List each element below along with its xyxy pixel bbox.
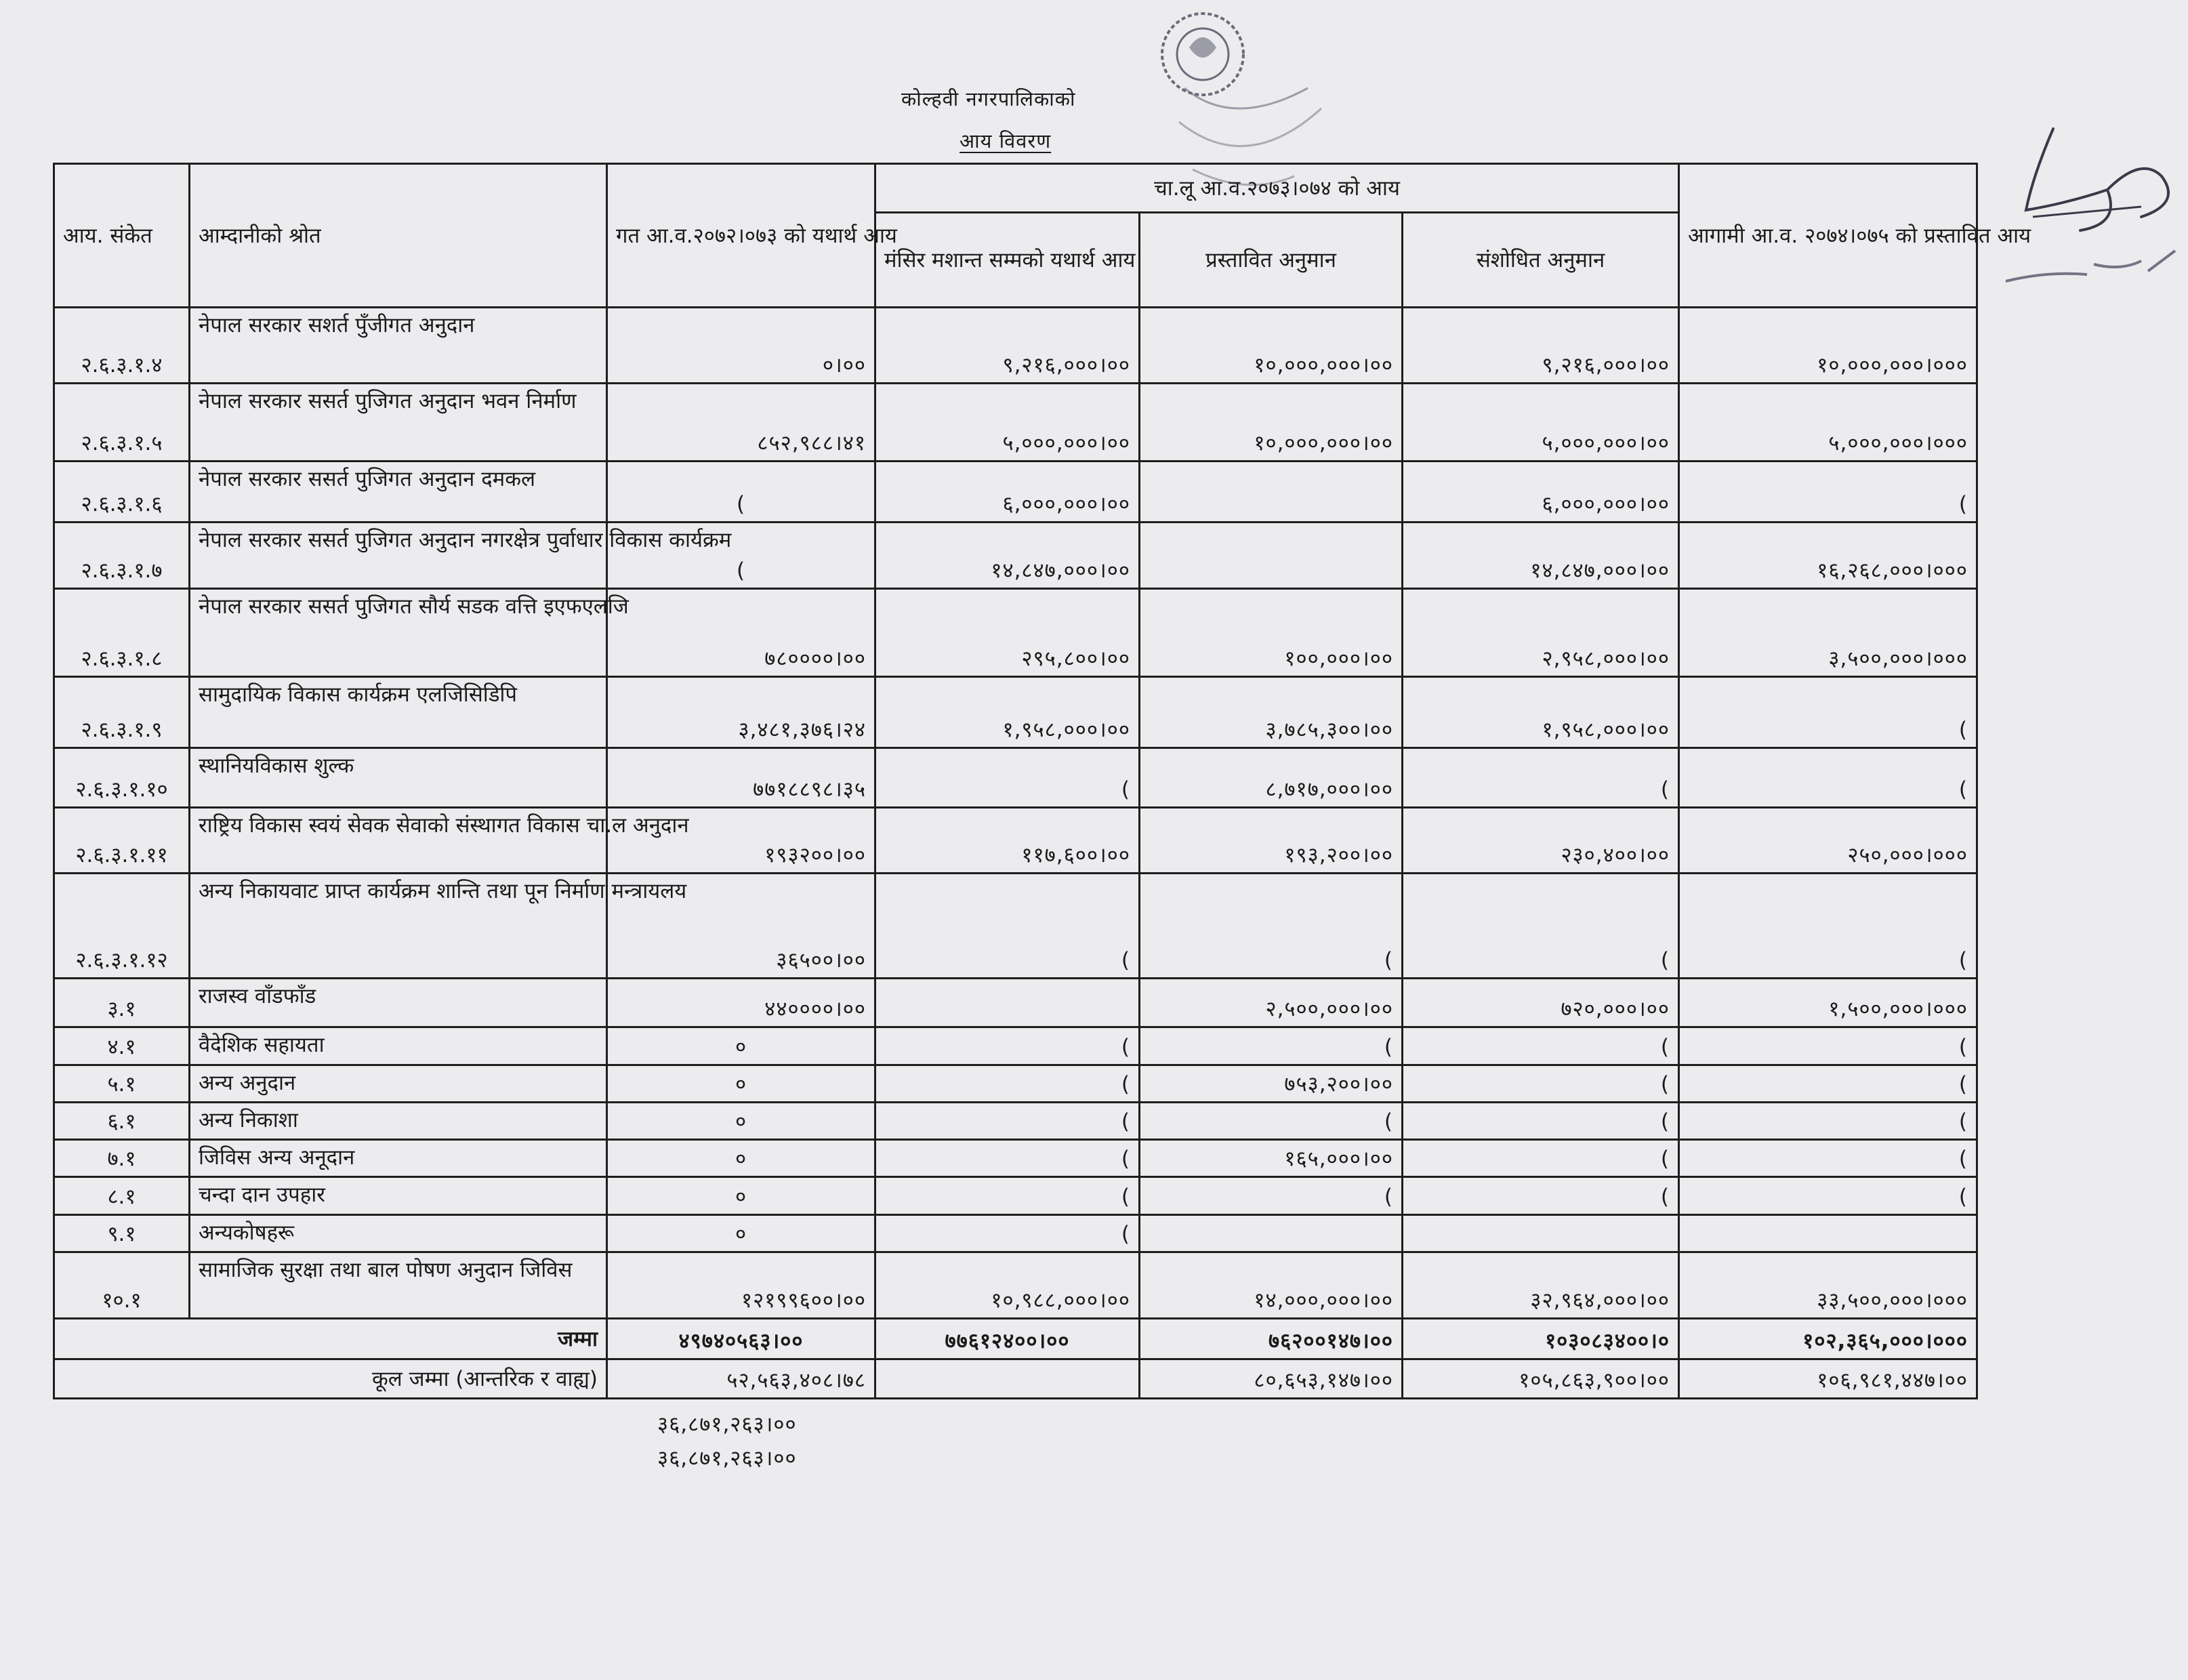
row-code: २.६.३.१.५: [54, 384, 190, 462]
header-prev-year: गत आ.व.२०७२।०७३ को यथार्थ आय: [607, 164, 875, 308]
row-code: २.६.३.१.११: [54, 808, 190, 874]
row-code: २.६.३.१.४: [54, 308, 190, 384]
total-revised: १०३०८३४००।०: [1403, 1319, 1679, 1359]
row-revised-estimate: (: [1403, 748, 1679, 808]
row-mangsir-actual: २९५,८००।००: [875, 589, 1140, 677]
row-source: अन्य निकायवाट प्राप्त कार्यक्रम शान्ति तथा पून निर्माण मन्त्रायलय: [190, 874, 607, 979]
row-revised-estimate: ९,२१६,०००।००: [1403, 308, 1679, 384]
row-proposed-estimate: १०,०००,०००।००: [1140, 384, 1403, 462]
row-revised-estimate: ३२,९६४,०००।००: [1403, 1252, 1679, 1319]
header-source: आम्दानीको श्रोत: [190, 164, 607, 308]
row-mangsir-actual: ५,०००,०००।००: [875, 384, 1140, 462]
row-source: सामुदायिक विकास कार्यक्रम एलजिसिडिपि: [190, 677, 607, 748]
row-prev-year-actual: ३,४८१,३७६।२४: [607, 677, 875, 748]
row-revised-estimate: २३०,४००।००: [1403, 808, 1679, 874]
row-code: १०.१: [54, 1252, 190, 1319]
row-code: ७.१: [54, 1140, 190, 1177]
row-mangsir-actual: [875, 979, 1140, 1027]
total-label: जम्मा: [54, 1319, 607, 1359]
row-code: २.६.३.१.९: [54, 677, 190, 748]
row-next-year-proposed: १,५००,०००।०००: [1679, 979, 1977, 1027]
row-mangsir-actual: (: [875, 1177, 1140, 1215]
row-revised-estimate: ५,०००,०००।००: [1403, 384, 1679, 462]
row-revised-estimate: (: [1403, 1065, 1679, 1103]
row-source: चन्दा दान उपहार: [190, 1177, 607, 1215]
page-title: कोल्हवी नगरपालिकाको: [901, 87, 1076, 110]
row-revised-estimate: ६,०००,०००।००: [1403, 462, 1679, 523]
row-mangsir-actual: (: [875, 874, 1140, 979]
row-prev-year-actual: ०: [607, 1065, 875, 1103]
row-source: राष्ट्रिय विकास स्वयं सेवक सेवाको संस्थागत विकास चा.ल अनुदान: [190, 808, 607, 874]
row-prev-year-actual: ०: [607, 1027, 875, 1065]
row-source: सामाजिक सुरक्षा तथा बाल पोषण अनुदान जिविस: [190, 1252, 607, 1319]
row-code: ८.१: [54, 1177, 190, 1215]
row-mangsir-actual: (: [875, 1140, 1140, 1177]
row-next-year-proposed: (: [1679, 462, 1977, 523]
row-proposed-estimate: (: [1140, 1177, 1403, 1215]
table-row: [54, 1065, 1977, 1103]
row-next-year-proposed: (: [1679, 748, 1977, 808]
row-revised-estimate: [1403, 1215, 1679, 1252]
income-statement-table: [53, 163, 2031, 1399]
row-code: ३.१: [54, 979, 190, 1027]
row-proposed-estimate: (: [1140, 1027, 1403, 1065]
table-row: [54, 979, 1977, 1027]
row-mangsir-actual: (: [875, 1027, 1140, 1065]
row-code: २.६.३.१.१०: [54, 748, 190, 808]
row-prev-year-actual: (: [607, 523, 875, 589]
row-prev-year-actual: ७७१८८९८।३५: [607, 748, 875, 808]
row-next-year-proposed: (: [1679, 1177, 1977, 1215]
row-source: अन्यकोषहरू: [190, 1215, 607, 1252]
table-row: [54, 808, 1977, 874]
row-proposed-estimate: ७५३,२००।००: [1140, 1065, 1403, 1103]
header-revised-estimate: संशोधित अनुमान: [1403, 213, 1679, 308]
row-proposed-estimate: १४,०००,०००।००: [1140, 1252, 1403, 1319]
row-prev-year-actual: १९३२००।००: [607, 808, 875, 874]
row-next-year-proposed: (: [1679, 1140, 1977, 1177]
row-proposed-estimate: १००,०००।००: [1140, 589, 1403, 677]
row-prev-year-actual: ०: [607, 1215, 875, 1252]
row-source: नेपाल सरकार ससर्त पुजिगत अनुदान भवन निर्माण: [190, 384, 607, 462]
row-source: अन्य अनुदान: [190, 1065, 607, 1103]
table-row: [54, 874, 1977, 979]
row-proposed-estimate: [1140, 462, 1403, 523]
row-mangsir-actual: १०,९८८,०००।००: [875, 1252, 1140, 1319]
table-row: [54, 1103, 1977, 1140]
row-mangsir-actual: ६,०००,०००।००: [875, 462, 1140, 523]
row-code: ५.१: [54, 1065, 190, 1103]
table-row: [54, 589, 1977, 677]
row-revised-estimate: २,९५८,०००।००: [1403, 589, 1679, 677]
header-proposed-estimate: प्रस्तावित अनुमान: [1140, 213, 1403, 308]
row-code: ४.१: [54, 1027, 190, 1065]
row-prev-year-actual: ४४००००।००: [607, 979, 875, 1027]
row-source: नेपाल सरकार सशर्त पुँजीगत अनुदान: [190, 308, 607, 384]
grand-total-next: १०६,९८१,४४७।००: [1679, 1359, 1977, 1399]
row-next-year-proposed: १०,०००,०००।०००: [1679, 308, 1977, 384]
table-row: [54, 384, 1977, 462]
row-next-year-proposed: (: [1679, 1103, 1977, 1140]
row-code: ६.१: [54, 1103, 190, 1140]
row-next-year-proposed: (: [1679, 874, 1977, 979]
row-mangsir-actual: १,९५८,०००।००: [875, 677, 1140, 748]
row-source: नेपाल सरकार ससर्त पुजिगत अनुदान दमकल: [190, 462, 607, 523]
header-current-year: चा.लू आ.व.२०७३।०७४ को आय: [875, 164, 1679, 213]
row-prev-year-actual: ३६५००।००: [607, 874, 875, 979]
row-proposed-estimate: १९३,२००।००: [1140, 808, 1403, 874]
row-prev-year-actual: ०।००: [607, 308, 875, 384]
row-source: वैदेशिक सहायता: [190, 1027, 607, 1065]
row-source: राजस्व वाँडफाँड: [190, 979, 607, 1027]
grand-total-label: कूल जम्मा (आन्तरिक र वाह्य): [54, 1359, 607, 1399]
grand-total-mangsir: [875, 1359, 1140, 1399]
row-proposed-estimate: १०,०००,०००।००: [1140, 308, 1403, 384]
grand-total-row: [54, 1359, 1977, 1399]
total-prev: ४९७४०५६३।००: [607, 1319, 875, 1359]
table-row: [54, 1177, 1977, 1215]
row-proposed-estimate: ३,७८५,३००।००: [1140, 677, 1403, 748]
row-proposed-estimate: [1140, 1215, 1403, 1252]
row-proposed-estimate: [1140, 523, 1403, 589]
total-next: १०२,३६५,०००।०००: [1679, 1319, 1977, 1359]
row-code: ९.१: [54, 1215, 190, 1252]
table-row: [54, 1252, 1977, 1319]
row-next-year-proposed: ३,५००,०००।०००: [1679, 589, 1977, 677]
table-row: [54, 1027, 1977, 1065]
row-prev-year-actual: ०: [607, 1140, 875, 1177]
row-revised-estimate: (: [1403, 874, 1679, 979]
table-row: [54, 748, 1977, 808]
grand-total-revised: १०५,८६३,९००।००: [1403, 1359, 1679, 1399]
page-subtitle: आय विवरण: [959, 129, 1052, 152]
header-mangsir-actual: मंसिर मशान्त सम्मको यथार्थ आय: [875, 213, 1140, 308]
row-source: नेपाल सरकार ससर्त पुजिगत सौर्य सडक वत्ति इएफएलजि: [190, 589, 607, 677]
row-source: स्थानियविकास शुल्क: [190, 748, 607, 808]
row-prev-year-actual: ८५२,९८८।४१: [607, 384, 875, 462]
row-prev-year-actual: ०: [607, 1177, 875, 1215]
table-row: [54, 523, 1977, 589]
table-row: [54, 308, 1977, 384]
header-next-year: आगामी आ.व. २०७४।०७५ को प्रस्तावित आय: [1679, 164, 1977, 308]
table-row: [54, 677, 1977, 748]
row-code: २.६.३.१.६: [54, 462, 190, 523]
row-revised-estimate: (: [1403, 1177, 1679, 1215]
row-code: २.६.३.१.७: [54, 523, 190, 589]
total-proposed: ७६२००१४७।००: [1140, 1319, 1403, 1359]
row-prev-year-actual: ७८००००।००: [607, 589, 875, 677]
row-next-year-proposed: (: [1679, 1027, 1977, 1065]
total-mangsir: ७७६१२४००।००: [875, 1319, 1140, 1359]
row-mangsir-actual: (: [875, 1065, 1140, 1103]
footer-note: ३६,८७१,२६३।००: [657, 1412, 797, 1437]
row-revised-estimate: ७२०,०००।००: [1403, 979, 1679, 1027]
row-next-year-proposed: २५०,०००।०००: [1679, 808, 1977, 874]
row-next-year-proposed: (: [1679, 1065, 1977, 1103]
grand-total-prev: ५२,५६३,४०८।७८: [607, 1359, 875, 1399]
row-revised-estimate: (: [1403, 1103, 1679, 1140]
row-mangsir-actual: १४,८४७,०००।००: [875, 523, 1140, 589]
row-next-year-proposed: (: [1679, 677, 1977, 748]
row-proposed-estimate: (: [1140, 1103, 1403, 1140]
row-mangsir-actual: (: [875, 1103, 1140, 1140]
row-revised-estimate: १,९५८,०००।००: [1403, 677, 1679, 748]
table-row: [54, 1215, 1977, 1252]
row-source: नेपाल सरकार ससर्त पुजिगत अनुदान नगरक्षेत्र पुर्वाधार विकास कार्यक्रम: [190, 523, 607, 589]
row-prev-year-actual: १२१९९६००।००: [607, 1252, 875, 1319]
row-code: २.६.३.१.८: [54, 589, 190, 677]
executive-signature: [2006, 115, 2188, 325]
row-proposed-estimate: (: [1140, 874, 1403, 979]
row-prev-year-actual: ०: [607, 1103, 875, 1140]
row-code: २.६.३.१.१२: [54, 874, 190, 979]
row-source: अन्य निकाशा: [190, 1103, 607, 1140]
row-next-year-proposed: १६,२६८,०००।०००: [1679, 523, 1977, 589]
row-next-year-proposed: [1679, 1215, 1977, 1252]
row-next-year-proposed: ३३,५००,०००।०००: [1679, 1252, 1977, 1319]
row-mangsir-actual: ११७,६००।००: [875, 808, 1140, 874]
row-revised-estimate: (: [1403, 1140, 1679, 1177]
row-mangsir-actual: ९,२१६,०००।००: [875, 308, 1140, 384]
table-row: [54, 1140, 1977, 1177]
row-source: जिविस अन्य अनूदान: [190, 1140, 607, 1177]
total-row: [54, 1319, 1977, 1359]
header-code: आय. संकेत: [54, 164, 190, 308]
row-next-year-proposed: ५,०००,०००।०००: [1679, 384, 1977, 462]
row-prev-year-actual: (: [607, 462, 875, 523]
row-revised-estimate: १४,८४७,०००।००: [1403, 523, 1679, 589]
table-row: [54, 462, 1977, 523]
footer-note: ३६,८७१,२६३।००: [657, 1446, 797, 1471]
grand-total-proposed: ८०,६५३,१४७।००: [1140, 1359, 1403, 1399]
row-proposed-estimate: ८,७१७,०००।००: [1140, 748, 1403, 808]
row-mangsir-actual: (: [875, 1215, 1140, 1252]
row-mangsir-actual: (: [875, 748, 1140, 808]
row-revised-estimate: (: [1403, 1027, 1679, 1065]
row-proposed-estimate: २,५००,०००।००: [1140, 979, 1403, 1027]
row-proposed-estimate: १६५,०००।००: [1140, 1140, 1403, 1177]
